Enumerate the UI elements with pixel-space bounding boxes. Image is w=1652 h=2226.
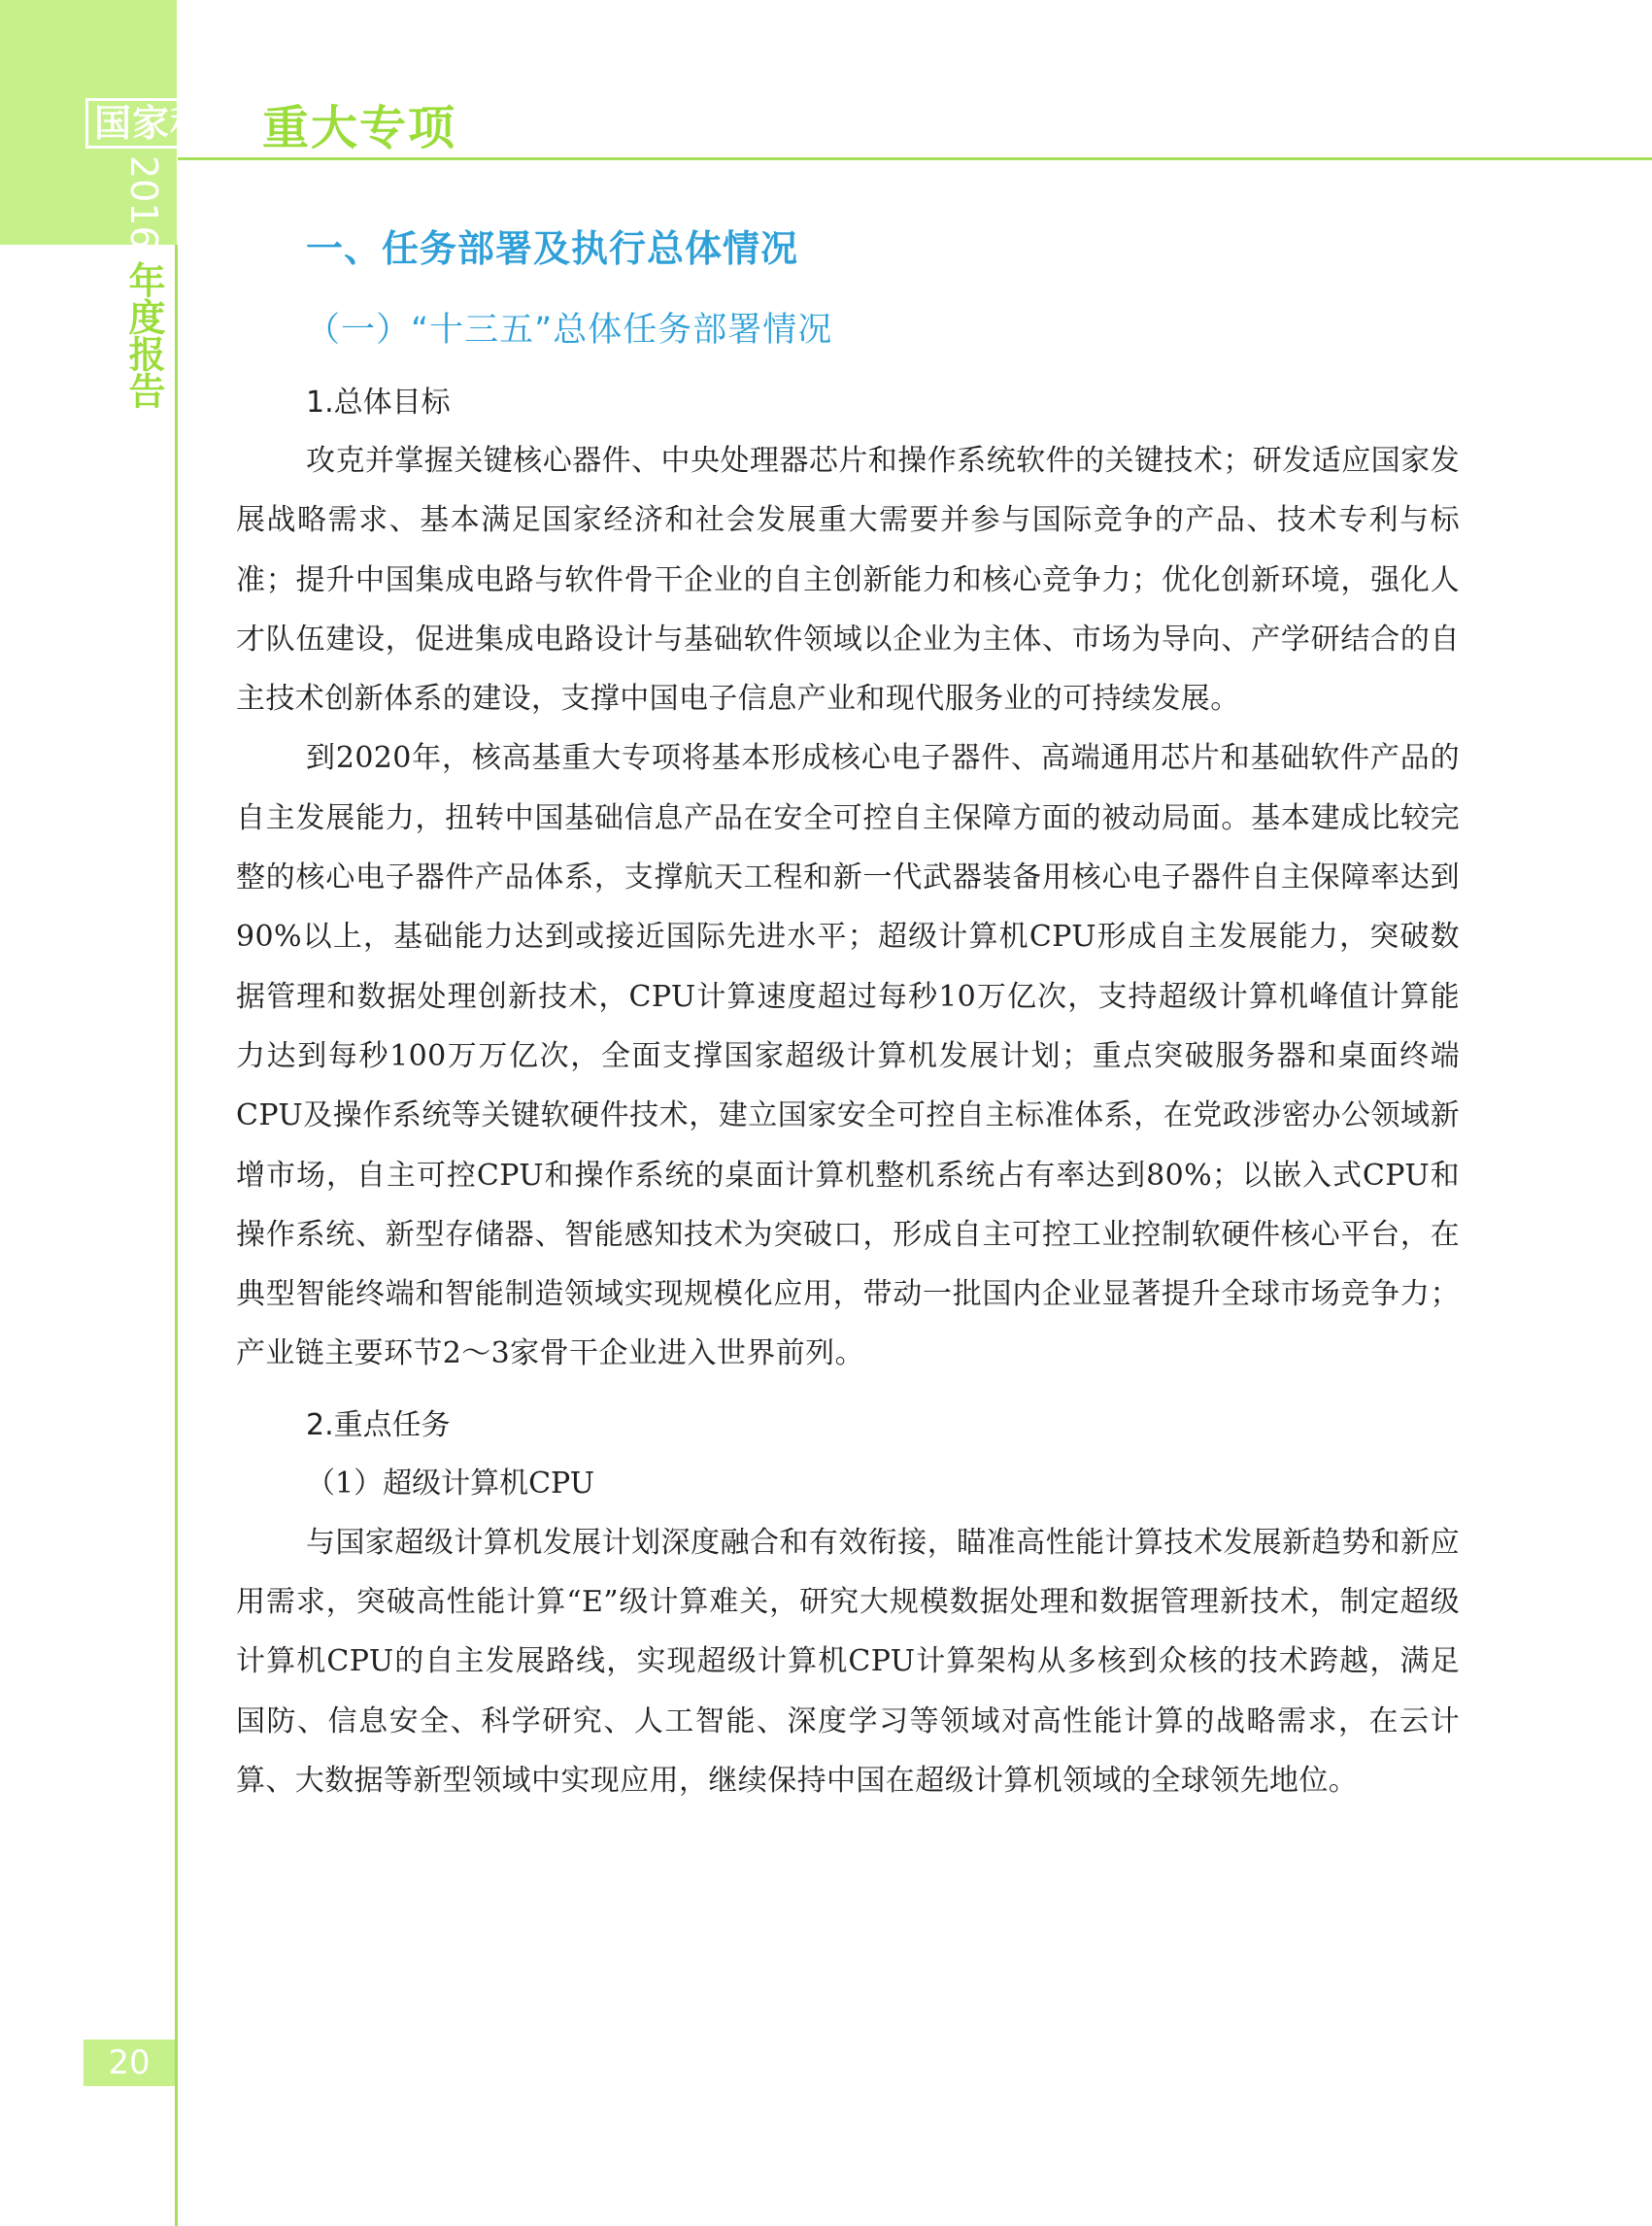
section-heading: 一、任务部署及执行总体情况: [306, 227, 799, 270]
task-subheading-1: （1）超级计算机CPU: [306, 1466, 594, 1501]
header-rule: [178, 157, 1652, 160]
brand-boxed-title: 国家科技: [85, 98, 254, 149]
page-body: [236, 216, 1460, 1810]
running-header: [85, 95, 457, 155]
brand-main-title: 重大专项: [262, 100, 457, 155]
report-year: 2016: [122, 155, 165, 250]
subsection-heading: （一）“十三五”总体任务部署情况: [306, 311, 833, 350]
report-type: 年度报告: [122, 260, 165, 409]
goal-paragraph-1: 攻克并掌握关键核心器件、中央处理器芯片和操作系统软件的关键技术；研发适应国家发展战略需求、基本满足国家经济和社会发展重大需要并参与国际竞争的产品、技术专利与标准；提升中国集成电路与软件骨干企业的自主创新能力和核心竞争力；优化创新环境，强化人才队伍建设，促进集成电路设计与基础软件领域以企业为主体、市场为导向、产学研结合的自主技术创新体系的建设，支撑中国电子信息产业和现代服务业的可持续发展。: [236, 444, 1460, 717]
report-year-label: [115, 155, 173, 409]
page-number: 20: [84, 2040, 175, 2086]
task-paragraph-1: 与国家超级计算机发展计划深度融合和有效衔接，瞄准高性能计算技术发展新趋势和新应用需求，突破高性能计算“E”级计算难关，研究大规模数据处理和数据管理新技术，制定超级计算机CPU的自主发展路线，实现超级计算机CPU计算架构从多核到众核的技术跨越，满足国防、信息安全、科学研究、人工智能、深度学习等领域对高性能计算的战略需求，在云计算、大数据等新型领域中实现应用，继续保持中国在超级计算机领域的全球领先地位。: [236, 1525, 1460, 1798]
goal-heading: 1.总体目标: [306, 386, 451, 420]
sidebar-vertical-rule: [175, 245, 178, 2226]
goal-paragraph-2: 到2020年，核高基重大专项将基本形成核心电子器件、高端通用芯片和基础软件产品的自主发展能力，扭转中国基础信息产品在安全可控自主保障方面的被动局面。基本建成比较完整的核心电子器件产品体系，支撑航天工程和新一代武器装备用核心电子器件自主保障率达到90%以上，基础能力达到或接近国际先进水平；超级计算机CPU形成自主发展能力，突破数据管理和数据处理创新技术，CPU计算速度超过每秒10万亿次，支持超级计算机峰值计算能力达到每秒100万万亿次，全面支撑国家超级计算机发展计划；重点突破服务器和桌面终端CPU及操作系统等关键软硬件技术，建立国家安全可控自主标准体系，在党政涉密办公领域新增市场，自主可控CPU和操作系统的桌面计算机整机系统占有率达到80%；以嵌入式CPU和操作系统、新型存储器、智能感知技术为突破口，形成自主可控工业控制软硬件核心平台，在典型智能终端和智能制造领域实现规模化应用，带动一批国内企业显著提升全球市场竞争力；产业链主要环节2～3家骨干企业进入世界前列。: [236, 741, 1460, 1371]
tasks-heading: 2.重点任务: [306, 1407, 451, 1442]
